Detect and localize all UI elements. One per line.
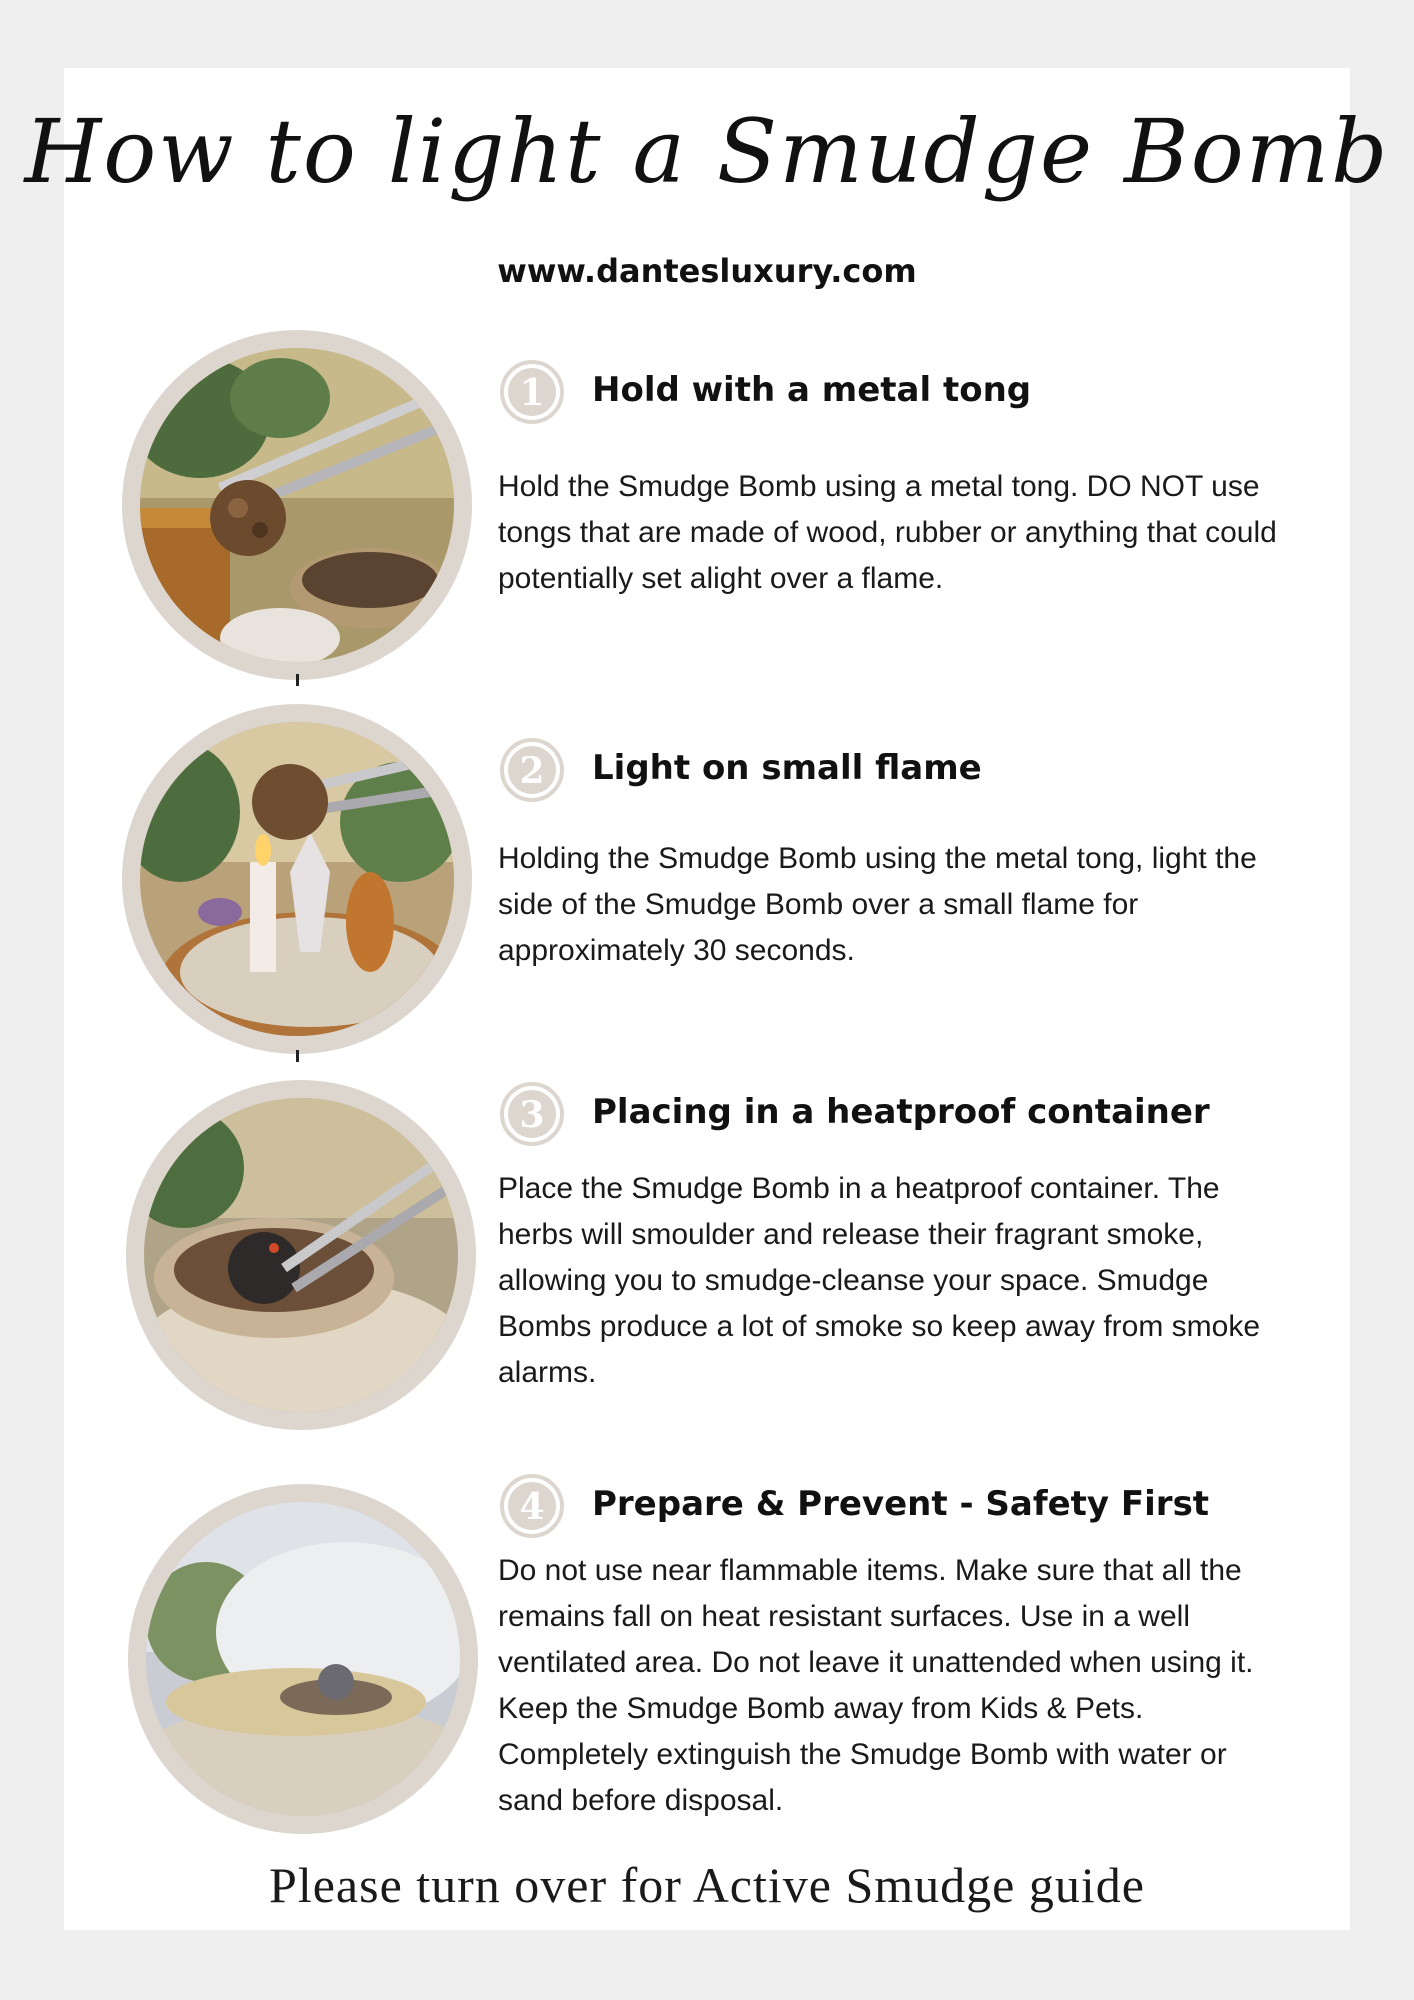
step-1-photo — [122, 330, 472, 680]
step-2-heading: Light on small flame — [592, 748, 982, 788]
footer-note: Please turn over for Active Smudge guide — [269, 1857, 1145, 1913]
step-4-heading: Prepare & Prevent - Safety First — [592, 1484, 1210, 1524]
step-1-number-badge — [500, 360, 564, 424]
step-2-number-badge — [500, 738, 564, 802]
website-url[interactable]: www.dantesluxury.com — [497, 252, 917, 290]
step-4-number: 4 — [519, 1486, 545, 1528]
smoking-bomb-illustration — [146, 1502, 460, 1816]
step-2-body: Holding the Smudge Bomb using the metal tong, light the side of the Smudge Bomb over a small flame for approximately 30 seconds. — [498, 842, 1257, 967]
step-connector — [296, 674, 299, 686]
step-4-photo — [128, 1484, 478, 1834]
step-2-number: 2 — [519, 750, 545, 792]
step-1-number: 1 — [519, 372, 545, 414]
step-4-body: Do not use near flammable items. Make sure that all the remains fall on heat resistant surfaces. Use in a well ventilated area. Do not leave it unattended when using it. Keep the Smudge Bomb away from Kids & Pets. Completely extinguish the Smudge Bomb with water or sand before disposal. — [498, 1554, 1254, 1817]
step-3-body: Place the Smudge Bomb in a heatproof container. The herbs will smoulder and release their fragrant smoke, allowing you to smudge-cleanse your space. Smudge Bombs produce a lot of smoke so keep away from smoke alarms. — [498, 1172, 1261, 1389]
step-1-body: Hold the Smudge Bomb using a metal tong. DO NOT use tongs that are made of wood, rubber or anything that could potentially set alight over a flame. — [498, 470, 1277, 595]
step-3-number: 3 — [519, 1094, 545, 1136]
step-3-heading: Placing in a heatproof container — [592, 1092, 1210, 1132]
page-title: How to light a Smudge Bomb — [24, 100, 1390, 203]
bomb-in-heatproof-container-illustration — [144, 1098, 458, 1412]
step-3-number-badge — [500, 1082, 564, 1146]
step-3-photo — [126, 1080, 476, 1430]
step-connector — [296, 1050, 299, 1062]
tong-holding-bomb-illustration — [140, 348, 454, 662]
step-1-heading: Hold with a metal tong — [592, 370, 1032, 410]
step-4-number-badge — [500, 1474, 564, 1538]
step-2-photo — [122, 704, 472, 1054]
lighting-bomb-candle-illustration — [140, 722, 454, 1036]
